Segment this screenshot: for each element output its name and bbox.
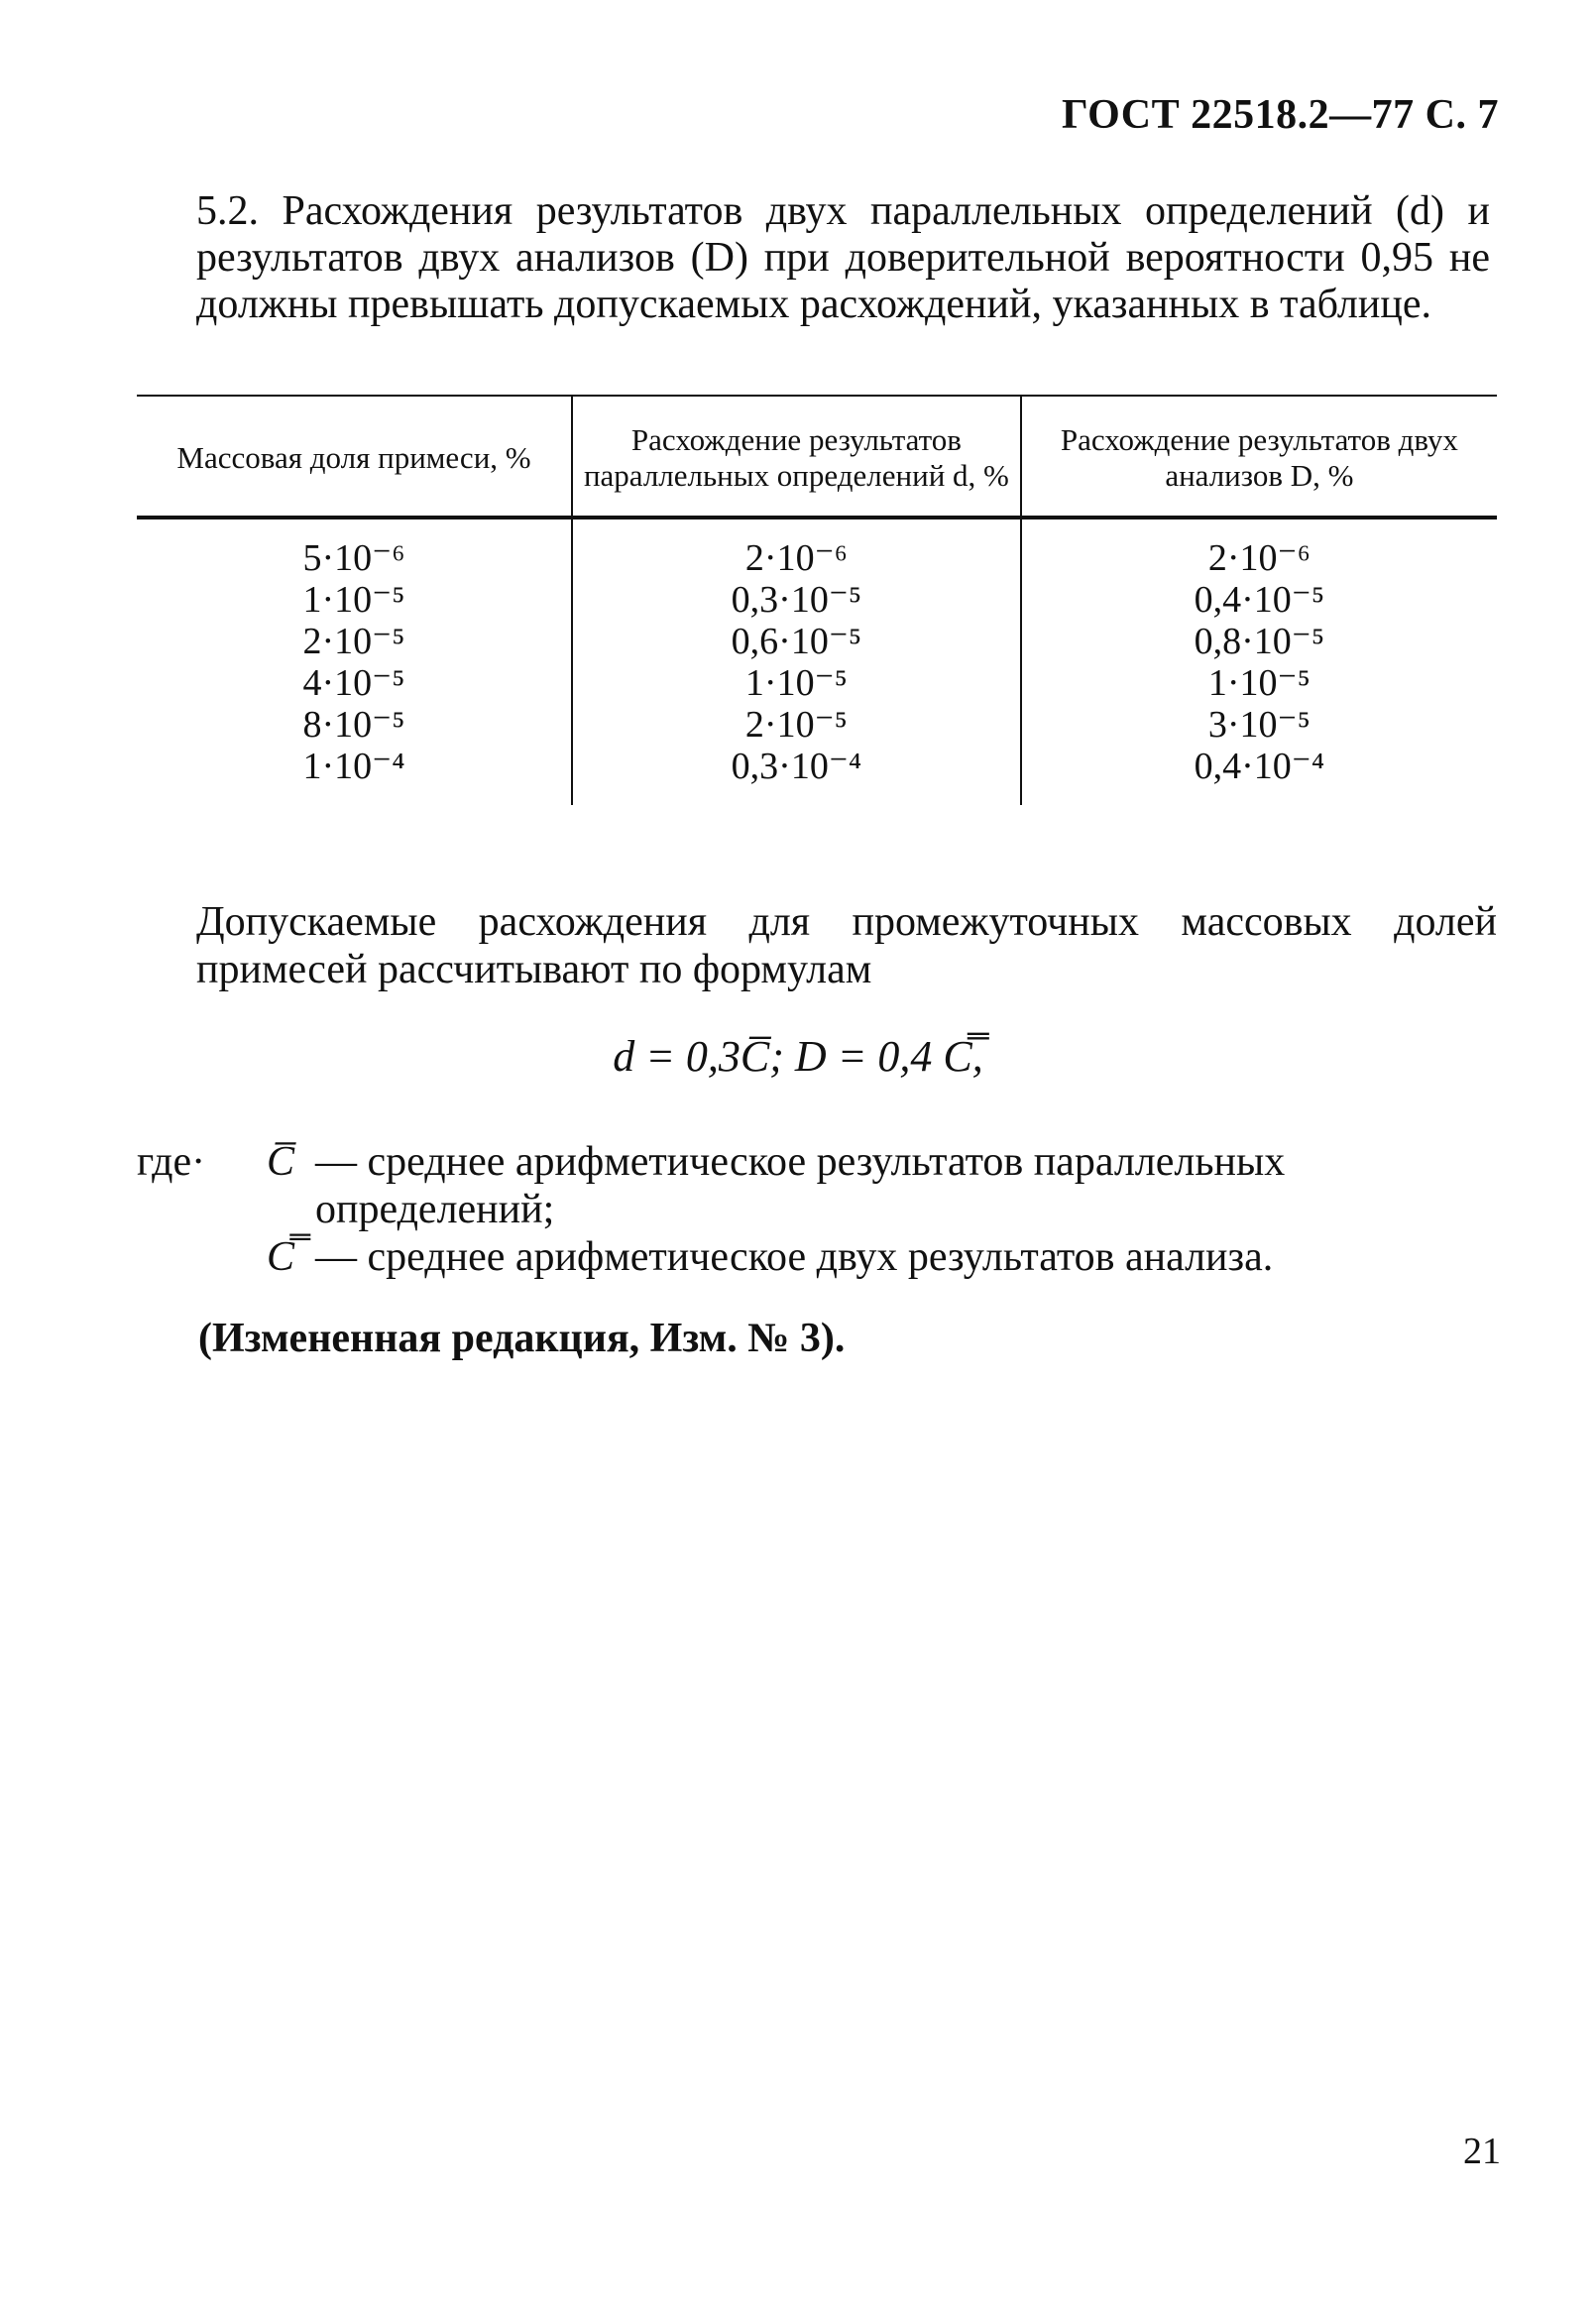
table-cell: 2·10⁻⁶	[1207, 537, 1311, 579]
formula-intro-paragraph	[137, 898, 1497, 993]
table-row	[137, 746, 1497, 805]
table-row	[137, 621, 1497, 662]
tolerance-table	[137, 395, 1497, 805]
intro-paragraph	[137, 188, 1490, 328]
table-cell: 0,3·10⁻⁵	[572, 579, 1021, 621]
table-row	[137, 579, 1497, 621]
table-header-mass-fraction: Массовая доля примеси, %	[137, 396, 572, 518]
table-header-parallel-discrepancy: Расхождение результатов параллельных определений d, %	[572, 396, 1021, 518]
where-block	[137, 1138, 1497, 1281]
intro-text: 5.2. Расхождения результатов двух параллельных определений (d) и результатов двух анализов (D) при доверительной вероятности 0,95 не должны превышать допускаемых расхождений, указанных в таблице.	[196, 188, 1490, 327]
table-cell: 3·10⁻⁵	[1207, 704, 1311, 746]
table-cell: 0,4·10⁻⁵	[1194, 579, 1325, 621]
table-cell: 0,8·10⁻⁵	[1194, 621, 1325, 662]
table-cell: 2·10⁻⁵	[572, 704, 1021, 746]
tolerance-table-wrap	[137, 395, 1497, 805]
table-cell: 1·10⁻⁵	[302, 579, 405, 621]
table-cell: 8·10⁻⁵	[302, 704, 405, 746]
where-row	[137, 1233, 1497, 1281]
table-cell: 0,6·10⁻⁵	[572, 621, 1021, 662]
table-cell: 0,3·10⁻⁴	[572, 746, 1021, 805]
where-definition: — среднее арифметическое двух результатов анализа.	[315, 1234, 1274, 1280]
table-cell: 2·10⁻⁵	[302, 621, 405, 662]
table-cell: 1·10⁻⁵	[1207, 662, 1311, 704]
table-cell: 2·10⁻⁶	[572, 518, 1021, 579]
where-lead: где·	[137, 1139, 206, 1185]
where-lead-spacer	[137, 1233, 246, 1281]
table-cell: 4·10⁻⁵	[302, 662, 405, 704]
table-header-analysis-discrepancy: Расхождение результатов двух анализов D, %	[1021, 396, 1497, 518]
table-header-row	[137, 396, 1497, 518]
page-number: 21	[1463, 2131, 1501, 2172]
formula-intro-text: Допускаемые расхождения для промежуточных массовых долей примесей рассчитывают по формулам	[196, 899, 1497, 992]
table-cell: 1·10⁻⁴	[302, 746, 405, 787]
where-definition: — среднее арифметическое результатов параллельных определений;	[315, 1139, 1286, 1232]
where-row	[137, 1138, 1497, 1233]
table-cell: 0,4·10⁻⁴	[1194, 746, 1325, 787]
formula: d = 0,3C̅; D = 0,4 C̿,	[613, 1032, 983, 1081]
table-cell: 5·10⁻⁶	[302, 537, 405, 579]
table-cell: 1·10⁻⁵	[572, 662, 1021, 704]
table-row	[137, 662, 1497, 704]
table-row	[137, 704, 1497, 746]
page-header: ГОСТ 22518.2—77 С. 7	[1061, 92, 1499, 138]
where-symbol: C̅	[266, 1139, 294, 1185]
table-row	[137, 518, 1497, 579]
revision-note: (Измененная редакция, Изм. № 3).	[198, 1316, 846, 1361]
where-symbol: C̿	[266, 1234, 294, 1280]
